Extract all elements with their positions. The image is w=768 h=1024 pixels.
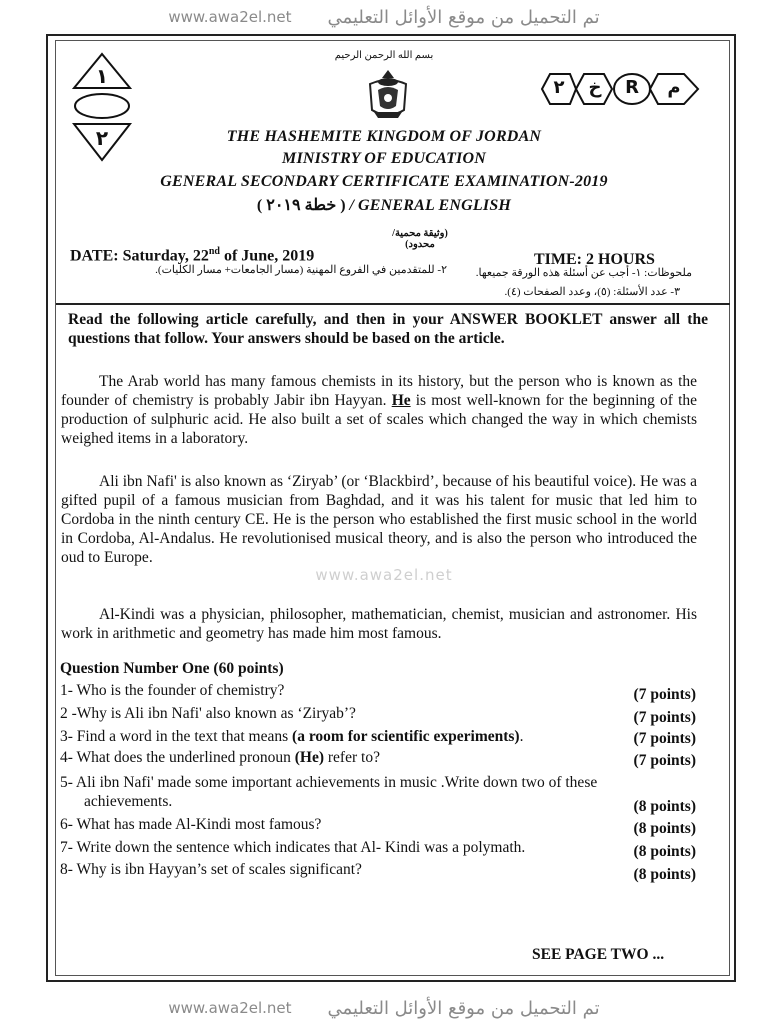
question-3-text-a: 3- Find a word in the text that means bbox=[60, 728, 293, 745]
exam-title: GENERAL SECONDARY CERTIFICATE EXAMINATION-2019 bbox=[160, 173, 608, 190]
question-5-text-2: achievements. bbox=[84, 793, 173, 810]
question-1 bbox=[60, 681, 696, 703]
p1-text-a: The Arab world has many famous chemists in its history, but the person who is known as the founder of chemistry is probably Jabir ibn Hayyan. bbox=[61, 373, 697, 409]
date-prefix: DATE: Saturday, 22 bbox=[70, 247, 209, 265]
underlined-pronoun: He bbox=[391, 392, 411, 409]
plan-label: ( خطة ٢٠١٩ ) bbox=[256, 197, 346, 214]
watermark-arabic-bottom: تم التحميل من موقع الأوائل التعليمي bbox=[327, 997, 600, 1019]
question-6-text: 6- What has made Al-Kindi most famous? bbox=[60, 816, 322, 833]
reading-instruction bbox=[68, 310, 708, 348]
code-char-4: م bbox=[667, 77, 681, 98]
instruction-part-2: answer all the questions that follow. Your answers should be based on the article. bbox=[68, 311, 708, 347]
mark-bottom: ٢ bbox=[95, 126, 109, 150]
question-4 bbox=[60, 748, 696, 767]
note-2: ٢- للمتقدمين في الفروع المهنية (مسار الجامعات+ مسار الكليات). bbox=[155, 264, 447, 276]
question-4-points: (7 points) bbox=[633, 752, 696, 769]
article-paragraph-2 bbox=[61, 472, 697, 567]
question-8-text: 8- Why is ibn Hayyan’s set of scales significant? bbox=[60, 861, 362, 878]
question-5 bbox=[60, 773, 696, 817]
question-6-points: (8 points) bbox=[633, 820, 696, 837]
kingdom-title: THE HASHEMITE KINGDOM OF JORDAN bbox=[226, 128, 542, 145]
code-char-1: ٢ bbox=[553, 77, 565, 98]
document-status: (وثيقة محمية/محدود) bbox=[392, 228, 448, 250]
article-paragraph-3 bbox=[61, 605, 697, 643]
question-2-points: (7 points) bbox=[633, 709, 696, 726]
question-8 bbox=[60, 860, 696, 883]
question-3-bold: (a room for scientific experiments) bbox=[292, 728, 520, 745]
paper-code-right bbox=[534, 72, 702, 106]
watermark-url-bottom: www.awa2el.net bbox=[168, 999, 292, 1017]
question-6 bbox=[60, 815, 696, 837]
instruction-part-1: Read the following article carefully, and then in your bbox=[68, 311, 450, 328]
question-5-text: 5- Ali ibn Nafi' made some important achievements in music .Write down two of these bbox=[60, 774, 598, 791]
question-one-heading: Question Number One (60 points) bbox=[60, 660, 284, 677]
question-5-points: (8 points) bbox=[633, 798, 696, 815]
answer-booklet-label: ANSWER BOOKLET bbox=[449, 311, 603, 328]
question-2 bbox=[60, 704, 696, 726]
question-1-text: 1- Who is the founder of chemistry? bbox=[60, 682, 285, 699]
code-char-3: R bbox=[625, 77, 639, 98]
mark-top: ١ bbox=[95, 64, 109, 88]
question-7-text: 7- Write down the sentence which indicates that Al- Kindi was a polymath. bbox=[60, 839, 526, 856]
header-divider bbox=[56, 303, 730, 305]
p2-text: Ali ibn Nafi' is also known as ‘Ziryab’ (or ‘Blackbird’, because of his beautiful voice). He was a gifted pupil of a famous musician from Baghdad, and it was his talent for music that led him to Cordoba in the ninth century CE. He is the person who established the first music school in the world in Cordoba, Al-Andalus. He revolutionised musical theory, and is also the person who introduced the oud to Europe. bbox=[61, 473, 697, 566]
subject-label: / GENERAL ENGLISH bbox=[349, 197, 512, 214]
date-suffix: of June, 2019 bbox=[219, 247, 315, 265]
note-1: ملحوظات: ١- أجب عن أسئلة هذه الورقة جميعها. bbox=[475, 267, 692, 279]
jordan-emblem-icon bbox=[364, 66, 412, 122]
question-7 bbox=[60, 838, 696, 860]
question-7-points: (8 points) bbox=[633, 843, 696, 860]
note-3: ٣- عدد الأسئلة: (٥)، وعدد الصفحات (٤). bbox=[504, 286, 680, 298]
question-4-bold: (He) bbox=[294, 749, 325, 766]
question-3-points: (7 points) bbox=[633, 730, 696, 747]
ministry-title: MINISTRY OF EDUCATION bbox=[282, 150, 486, 167]
date-suffix-sup: nd bbox=[208, 246, 220, 257]
question-1-points: (7 points) bbox=[633, 686, 696, 703]
see-next-page: SEE PAGE TWO ... bbox=[532, 946, 665, 963]
paper-marks-left bbox=[72, 52, 132, 164]
exam-time: TIME: 2 HOURS bbox=[534, 251, 655, 268]
p1-text-b: is most well-known for the beginning of the production of sulphuric acid. He also built a set of scales which changed the way in which chemists weighed items in a laboratory. bbox=[61, 392, 697, 447]
bismillah-text: بسم الله الرحمن الرحيم bbox=[334, 50, 434, 61]
p3-text: Al-Kindi was a physician, philosopher, mathematician, chemist, musician and astronomer. His work in arithmetic and geometry has made him most famous. bbox=[61, 606, 697, 642]
question-2-text: 2 -Why is Ali ibn Nafi' also known as ‘Ziryab’? bbox=[60, 705, 356, 722]
center-watermark: www.awa2el.net bbox=[315, 566, 453, 584]
watermark-arabic: تم التحميل من موقع الأوائل التعليمي bbox=[327, 6, 600, 28]
question-4-text-b: refer to? bbox=[324, 749, 380, 766]
subject-line bbox=[0, 195, 768, 215]
question-3 bbox=[60, 727, 696, 746]
article-paragraph-1 bbox=[61, 372, 697, 448]
question-3-text-b: . bbox=[519, 728, 524, 745]
code-char-2: خ bbox=[588, 77, 602, 98]
question-4-text-a: 4- What does the underlined pronoun bbox=[60, 749, 295, 766]
top-watermark-bar bbox=[0, 2, 768, 32]
watermark-url: www.awa2el.net bbox=[168, 8, 292, 26]
bottom-watermark-bar bbox=[0, 993, 768, 1023]
question-8-points: (8 points) bbox=[633, 866, 696, 883]
